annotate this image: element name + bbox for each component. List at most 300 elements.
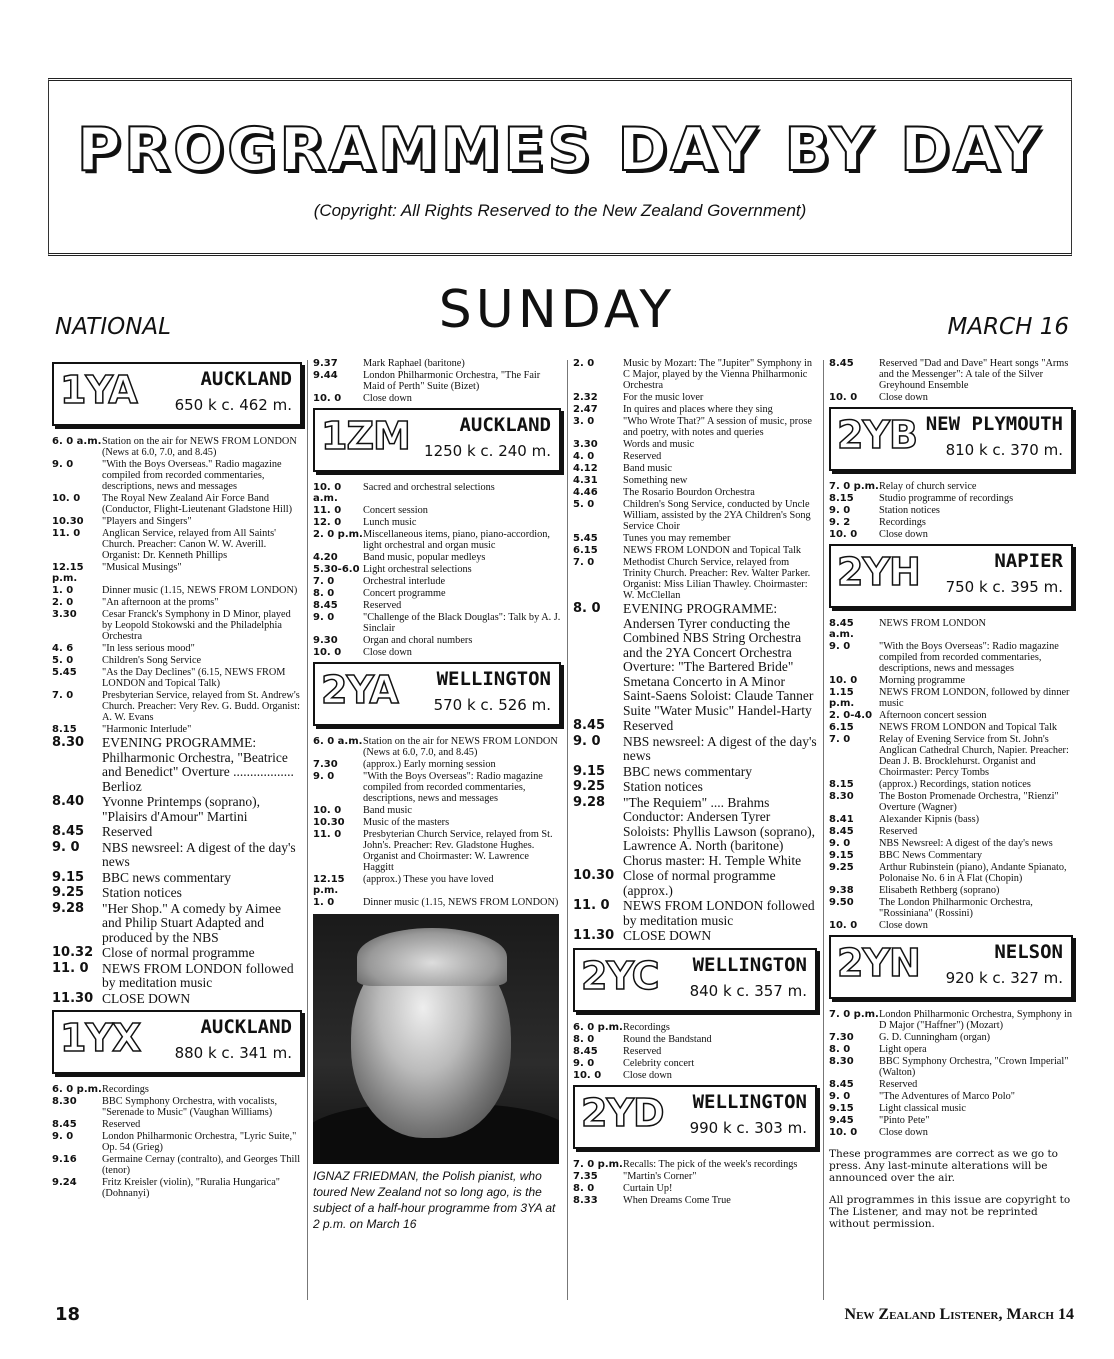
programme-entry [52, 643, 302, 654]
portrait-photo [313, 914, 559, 1164]
programme-time: 5.45 [573, 533, 598, 544]
programme-time: 9. 0 [313, 612, 335, 623]
programme-entry [313, 771, 561, 804]
programme-time: 9.25 [829, 862, 854, 873]
programme-entry [573, 1022, 817, 1033]
programme-entry [313, 576, 561, 587]
region-label: NATIONAL [55, 314, 171, 340]
programme-entry [573, 796, 817, 869]
programme-time: 3.30 [573, 439, 598, 450]
programme-entry [313, 759, 561, 770]
programme-time: 9.15 [829, 1103, 854, 1114]
programme-description: Reserved "Dad and Dave" Heart songs "Arms and the Messenger": A tale of the Silver Greyhound Ensemble [879, 358, 1069, 391]
programme-entry [52, 1084, 302, 1095]
programme-description: "Pinto Pete" [879, 1115, 930, 1126]
1ya-station-box [52, 362, 302, 426]
programme-description: Close down [363, 647, 412, 658]
programme-description: Cesar Franck's Symphony in D Minor, played by Leopold Stokowski and the Philadelphia Orchestra [102, 609, 291, 642]
programme-time: 9.28 [573, 794, 606, 810]
programme-entry [829, 862, 1073, 884]
programme-time: 9.25 [573, 779, 606, 794]
programme-description: Close of normal programme (approx.) [623, 868, 776, 898]
programme-description: Reserved [879, 1079, 918, 1090]
programme-entry [313, 482, 561, 504]
programme-time: 9.15 [573, 763, 606, 779]
programme-description: Children's Song Service, conducted by Uncle William, assisted by the 2YA Children's Song Service Choir [623, 499, 811, 532]
programme-entry [573, 533, 817, 544]
programme-entry [52, 493, 302, 515]
station-city: WELLINGTON [692, 1090, 807, 1113]
programme-entry [829, 358, 1073, 391]
programme-time: 10. 0 [829, 675, 858, 686]
programme-time: 10. 0 [829, 392, 858, 403]
programme-entry [573, 557, 817, 601]
press-notice: These programmes are correct as we go to press. Any last-minute alterations will be announced over the air. [829, 1148, 1059, 1184]
programme-entry [573, 1046, 817, 1057]
programme-description: Close of normal programme [102, 945, 255, 960]
programme-entry [52, 724, 302, 735]
programme-description: Mark Raphael (baritone) [363, 358, 465, 369]
programme-entry [52, 992, 302, 1007]
programme-entry [829, 1009, 1073, 1031]
programme-time: 2.32 [573, 392, 598, 403]
programme-entry [313, 874, 561, 896]
copyright-notice: (Copyright: All Rights Reserved to the New Zealand Government) [313, 201, 807, 220]
programme-time: 4.31 [573, 475, 598, 486]
programme-time: 10. 0 [313, 805, 342, 816]
programme-entry [573, 1195, 817, 1206]
programme-time: 7. 0 [829, 734, 851, 745]
programme-entry [313, 647, 561, 658]
programme-description: "With the Boys Overseas." Radio magazine compiled from recorded commentaries, descriptions, news and messages [102, 459, 282, 492]
programme-entry [52, 795, 302, 824]
programme-time: 12.15 p.m. [52, 562, 84, 584]
programme-time: 4. 0 [573, 451, 595, 462]
programme-entry [52, 1096, 302, 1118]
programme-description: Reserved [363, 600, 402, 611]
programme-description: In quires and places where they sing [623, 404, 773, 415]
programme-entry [573, 1070, 817, 1081]
programme-entry [313, 358, 561, 369]
column-rule [823, 360, 824, 1300]
programme-entry [573, 869, 817, 898]
programme-entry [313, 600, 561, 611]
programme-time: 9.15 [52, 869, 85, 885]
programme-time: 3.30 [52, 609, 77, 620]
station-call-sign: 1ZM [321, 414, 410, 458]
programme-description: "In less serious mood" [102, 643, 195, 654]
programme-time: 8.15 [829, 779, 854, 790]
programme-description: EVENING PROGRAMME: Andersen Tyrer conducting the Combined NBS String Orchestra and the 2YA Concert Orchestra Overture: "The Bartered Bride" Smetana Concerto in A Minor Saint-Saens Soloist: Claude Tanner Suite "Water Music" Handel-Harty [623, 601, 814, 718]
programme-description: NEWS FROM LONDON and Topical Talk [623, 545, 802, 556]
programme-time: 10. 0 [829, 920, 858, 931]
column-rule [567, 360, 568, 1300]
programme-entry [313, 588, 561, 599]
programme-description: Children's Song Service [102, 655, 202, 666]
programme-time: 10. 0 [52, 493, 81, 504]
programme-entry [313, 805, 561, 816]
programme-time: 9.15 [829, 850, 854, 861]
column-4 [825, 358, 1077, 1230]
station-call-sign: 2YA [321, 668, 398, 712]
programme-time: 8.45 [829, 826, 854, 837]
programme-description: London Philharmonic Orchestra, "Lyric Suite," Op. 54 (Grieg) [102, 1131, 297, 1153]
programme-time: 8.30 [829, 791, 854, 802]
programme-description: Light orchestral selections [363, 564, 472, 575]
programme-time: 11. 0 [52, 960, 89, 976]
programme-entry [52, 825, 302, 840]
programme-description: The Royal New Zealand Air Force Band (Conductor, Flight-Lieutenant Gladstone Hill) [102, 493, 293, 515]
programme-time: 10.32 [52, 945, 94, 960]
programme-time: 3. 0 [573, 416, 595, 427]
programme-time: 8.45 [829, 358, 854, 369]
programme-entry [573, 735, 817, 764]
programme-description: "Musical Musings" [102, 562, 182, 573]
programme-description: "The Requiem" .... Brahms Conductor: Andersen Tyrer Soloists: Phyllis Lawson (soprano), Lawrence A. North (baritone) Chorus master: H. Temple White [623, 794, 816, 868]
programme-entry [573, 899, 817, 928]
programme-entry [52, 1131, 302, 1153]
programme-time: 5.45 [52, 667, 77, 678]
programme-description: Band music [363, 805, 412, 816]
programme-description: Reserved [102, 1119, 141, 1130]
programme-time: 9. 0 [313, 771, 335, 782]
programme-entry [829, 493, 1073, 504]
programme-entry [573, 487, 817, 498]
station-frequency: 570 k c. 526 m. [433, 696, 551, 714]
programme-entry [313, 370, 561, 392]
programme-entry [573, 1183, 817, 1194]
programme-description: Band music, popular medleys [363, 552, 486, 563]
programme-entry [52, 841, 302, 870]
programme-description: Round the Bandstand [623, 1033, 712, 1045]
programme-entry [52, 528, 302, 561]
banner-title: PROGRAMMES DAY BY DAY [76, 115, 1044, 185]
station-city: WELLINGTON [436, 668, 551, 690]
programme-entry [313, 635, 561, 646]
1zm-station-box [313, 408, 561, 472]
2yh-station-box [829, 544, 1073, 608]
programme-description: Reserved [623, 1045, 662, 1057]
programme-description: "Harmonic Interlude" [102, 724, 192, 735]
programme-description: Fritz Kreisler (violin), "Ruralia Hungarica" (Dohnanyi) [102, 1177, 280, 1199]
programme-time: 8.15 [829, 493, 854, 504]
station-frequency: 880 k c. 341 m. [174, 1044, 292, 1062]
programme-time: 9. 0 [573, 1057, 595, 1069]
station-city: AUCKLAND [200, 1016, 292, 1038]
programme-entry [829, 687, 1073, 709]
programme-time: 8. 0 [573, 1182, 595, 1194]
programme-time: 9. 0 [829, 1091, 851, 1102]
station-call-sign: 2YN [837, 941, 920, 985]
programme-description: The Boston Promenade Orchestra, "Rienzi" Overture (Wagner) [879, 791, 1059, 813]
column-3 [569, 358, 821, 1207]
programme-time: 6. 0 p.m. [573, 1021, 623, 1033]
programme-time: 1. 0 [52, 585, 74, 596]
programme-entry [313, 564, 561, 575]
programme-entry [829, 1044, 1073, 1055]
programme-description: BBC news commentary [102, 869, 231, 885]
programme-time: 9. 0 [829, 641, 851, 652]
programme-description: Close down [363, 393, 412, 404]
programme-description: Station notices [879, 505, 940, 516]
station-frequency: 750 k c. 395 m. [945, 578, 1063, 596]
programme-entry [829, 826, 1073, 837]
programme-description: "Who Wrote That?" A session of music, prose and poetry, with notes and queries [623, 416, 812, 438]
programme-description: Station on the air for NEWS FROM LONDON (News at 6.0, 7.0, and 8.45) [363, 736, 558, 758]
programme-entry [52, 667, 302, 689]
programme-description: Afternoon concert session [879, 710, 987, 721]
programme-entry [829, 710, 1073, 721]
programme-entry [52, 436, 302, 458]
programme-description: Band music [623, 463, 672, 474]
programme-description: The Rosario Bourdon Orchestra [623, 487, 755, 498]
programme-time: 5.30-6.0 [313, 564, 360, 575]
station-call-sign: 1YA [60, 368, 137, 412]
programme-time: 7.30 [829, 1032, 854, 1043]
station-city: NEW PLYMOUTH [925, 413, 1063, 435]
programme-entry [829, 1079, 1073, 1090]
1yx-station-box [52, 1010, 302, 1074]
programme-description: Morning programme [879, 675, 966, 686]
programme-description: BBC News Commentary [879, 850, 982, 861]
banner [48, 78, 1072, 256]
2yd-station-box [573, 1085, 817, 1149]
masthead: New Zealand Listener, March 14 [844, 1306, 1074, 1323]
programme-time: 11. 0 [573, 898, 610, 913]
programme-time: 5. 0 [52, 655, 74, 666]
programme-description: "With the Boys Overseas": Radio magazine compiled from recorded commentaries, descriptions, news and messages [363, 771, 543, 804]
programme-description: (approx.) Recordings, station notices [879, 779, 1031, 790]
programme-description: Recordings [623, 1021, 670, 1033]
programme-description: Close down [623, 1069, 672, 1081]
programme-entry [313, 517, 561, 528]
programme-time: 9.44 [313, 370, 338, 381]
station-city: AUCKLAND [200, 368, 292, 390]
programme-entry [52, 597, 302, 608]
programme-entry [829, 1115, 1073, 1126]
station-frequency: 650 k c. 462 m. [174, 396, 292, 414]
programme-entry [573, 392, 817, 403]
programme-time: 10. 0 a.m. [313, 482, 342, 504]
programme-time: 4.12 [573, 463, 598, 474]
programme-time: 6. 0 p.m. [52, 1084, 102, 1095]
programme-description: Recordings [879, 517, 926, 528]
programme-description: Orchestral interlude [363, 576, 446, 587]
programme-entry [313, 817, 561, 828]
programme-entry [573, 1034, 817, 1045]
programme-description: Dinner music (1.15, NEWS FROM LONDON) [102, 585, 298, 596]
programme-entry [573, 416, 817, 438]
station-frequency: 990 k c. 303 m. [689, 1118, 807, 1137]
programme-time: 8.45 [52, 1119, 77, 1130]
programme-entry [829, 897, 1073, 919]
programme-entry [573, 602, 817, 718]
programme-entry [313, 505, 561, 516]
programme-description: Dinner music (1.15, NEWS FROM LONDON) [363, 897, 559, 908]
column-rule [307, 360, 308, 1300]
programme-description: Arthur Rubinstein (piano), Andante Spianato, Polonaise No. 6 in A Flat (Chopin) [879, 862, 1067, 884]
programme-description: Reserved [623, 718, 674, 733]
portrait-hair [357, 928, 507, 986]
programme-entry [52, 962, 302, 991]
programme-entry [829, 920, 1073, 931]
programme-time: 9. 0 [829, 505, 851, 516]
programme-entry [829, 814, 1073, 825]
programme-time: 7. 0 p.m. [573, 1158, 623, 1170]
programme-entry [52, 655, 302, 666]
programme-entry [52, 871, 302, 886]
programme-time: 10. 0 [313, 393, 342, 404]
day-heading: SUNDAY [438, 280, 676, 340]
programme-time: 6.15 [573, 545, 598, 556]
programme-time: 9. 2 [829, 517, 851, 528]
programme-entry [52, 562, 302, 584]
programme-entry [52, 585, 302, 596]
programme-time: 2. 0-4.0 [829, 710, 873, 721]
programme-entry [829, 1103, 1073, 1114]
programme-time: 7. 0 [52, 690, 74, 701]
programme-description: Presbyterian Service, relayed from St. Andrew's Church. Preacher: Very Rev. G. Budd. Organist: A. W. Evans [102, 690, 300, 723]
programme-time: 6.15 [829, 722, 854, 733]
programme-time: 8.41 [829, 814, 854, 825]
programme-description: Celebrity concert [623, 1057, 695, 1069]
programme-time: 8. 0 [313, 588, 335, 599]
programme-description: Light opera [879, 1044, 927, 1055]
programme-entry [52, 736, 302, 794]
programme-description: Reserved [879, 826, 918, 837]
programme-description: "With the Boys Overseas": Radio magazine compiled from recorded commentaries, descriptions, news and messages [879, 641, 1059, 674]
programme-entry [573, 451, 817, 462]
programme-entry [52, 1154, 302, 1176]
programme-description: "An afternoon at the proms" [102, 597, 219, 608]
programme-description: NBS Newsreel: A digest of the day's news [879, 838, 1053, 849]
programme-description: Music of the masters [363, 817, 450, 828]
programme-entry [52, 1177, 302, 1199]
programme-description: Germaine Cernay (contralto), and Georges Thill (tenor) [102, 1154, 301, 1176]
programme-time: 9.45 [829, 1115, 854, 1126]
station-frequency: 920 k c. 327 m. [945, 969, 1063, 987]
programme-time: 10. 0 [573, 1069, 602, 1081]
programme-description: CLOSE DOWN [102, 990, 191, 1006]
programme-time: 11.30 [52, 990, 94, 1006]
programme-time: 8.30 [52, 735, 85, 750]
programme-description: CLOSE DOWN [623, 928, 712, 943]
programme-entry [313, 393, 561, 404]
programme-description: Yvonne Printemps (soprano), "Plaisirs d'Amour" Martini [102, 794, 260, 824]
programme-description: Recalls: The pick of the week's recordings [623, 1158, 798, 1170]
programme-time: 4. 6 [52, 643, 74, 654]
programme-time: 7. 0 [573, 557, 595, 568]
programme-entry [573, 463, 817, 474]
programme-entry [829, 392, 1073, 403]
programme-entry [573, 545, 817, 556]
programme-description: Relay of Evening Service from St. John's Anglican Cathedral Church, Napier. Preacher: Dean J. B. Brocklehurst. Organist and Choirmaster: Percy Tombs [879, 734, 1069, 778]
programme-entry [573, 1171, 817, 1182]
programme-description: Reserved [623, 451, 662, 462]
programme-description: NEWS FROM LONDON followed by meditation music [102, 960, 294, 990]
2yc-station-box [573, 948, 817, 1012]
programme-time: 8.45 [52, 824, 85, 839]
programme-description: Alexander Kipnis (bass) [879, 814, 980, 825]
programme-description: Close down [879, 920, 928, 931]
programme-time: 9.37 [313, 358, 338, 369]
programme-time: 8.45 [573, 1045, 598, 1057]
programme-description: NEWS FROM LONDON followed by meditation music [623, 898, 815, 928]
programme-time: 8.45 a.m. [829, 618, 854, 640]
programme-description: BBC Symphony Orchestra, with vocalists, "Serenade to Music" (Vaughan Williams) [102, 1096, 278, 1118]
programme-description: Sacred and orchestral selections [363, 482, 495, 493]
programme-description: Anglican Service, relayed from All Saints' Church. Preacher: Canon W. W. Averill. Organist: Dr. Kenneth Phillips [102, 528, 276, 561]
station-call-sign: 2YC [581, 953, 659, 998]
programme-time: 10. 0 [829, 529, 858, 540]
2yn-station-box [829, 935, 1073, 999]
programme-description: Reserved [102, 824, 153, 839]
programme-entry [829, 1091, 1073, 1102]
programme-time: 11. 0 [313, 505, 342, 516]
programme-time: 2.47 [573, 404, 598, 415]
programme-time: 8.40 [52, 794, 85, 809]
photo-caption: IGNAZ FRIEDMAN, the Polish pianist, who toured New Zealand not so long ago, is the subject of a half-hour programme from 3YA at 2 p.m. on March 16 [313, 1169, 556, 1231]
programme-entry [829, 675, 1073, 686]
programme-entry [573, 358, 817, 391]
programme-time: 10.30 [313, 817, 345, 828]
programme-description: Station notices [623, 779, 703, 794]
programme-entry [829, 779, 1073, 790]
programme-time: 11.30 [573, 928, 615, 943]
programme-entry [829, 838, 1073, 849]
station-city: NELSON [994, 941, 1063, 963]
programme-time: 8.30 [829, 1056, 854, 1067]
programme-entry [313, 897, 561, 908]
programme-description: Station on the air for NEWS FROM LONDON (News at 6.0, 7.0, and 8.45) [102, 436, 297, 458]
programme-time: 7. 0 p.m. [829, 481, 879, 492]
programme-time: 8.45 [829, 1079, 854, 1090]
programme-description: London Philharmonic Orchestra, Symphony in D Major ("Haffner") (Mozart) [879, 1009, 1073, 1031]
station-city: NAPIER [994, 550, 1063, 572]
programme-entry [313, 736, 561, 758]
station-call-sign: 2YB [837, 413, 917, 457]
programme-time: 9. 0 [829, 838, 851, 849]
programme-description: NBS newsreel: A digest of the day's news [102, 839, 296, 869]
programme-description: NEWS FROM LONDON and Topical Talk [879, 722, 1058, 733]
programme-time: 1.15 p.m. [829, 687, 855, 709]
programme-time: 2. 0 [573, 358, 595, 369]
programme-entry [573, 404, 817, 415]
programme-description: Concert session [363, 505, 428, 516]
programme-entry [829, 618, 1073, 640]
programme-time: 12.15 p.m. [313, 874, 345, 896]
programme-description: Relay of church service [879, 481, 977, 492]
date-label: MARCH 16 [947, 314, 1069, 340]
station-call-sign: 2YH [837, 550, 920, 594]
programme-time: 10. 0 [313, 647, 342, 658]
programme-description: NEWS FROM LONDON, followed by dinner music [879, 687, 1070, 709]
programme-description: Elisabeth Rethberg (soprano) [879, 885, 1000, 896]
programme-time: 8.33 [573, 1194, 598, 1206]
programme-entry [52, 946, 302, 961]
programme-description: NEWS FROM LONDON [879, 618, 986, 629]
programme-description: London Philharmonic Orchestra, "The Fair Maid of Perth" Suite (Bizet) [363, 370, 541, 392]
column-2 [309, 358, 565, 1232]
programme-description: "Players and Singers" [102, 516, 192, 527]
programme-entry [829, 529, 1073, 540]
programme-entry [829, 505, 1073, 516]
programme-entry [573, 439, 817, 450]
programme-entry [829, 850, 1073, 861]
programme-entry [52, 690, 302, 723]
programme-entry [313, 552, 561, 563]
programme-time: 9.25 [52, 885, 85, 900]
